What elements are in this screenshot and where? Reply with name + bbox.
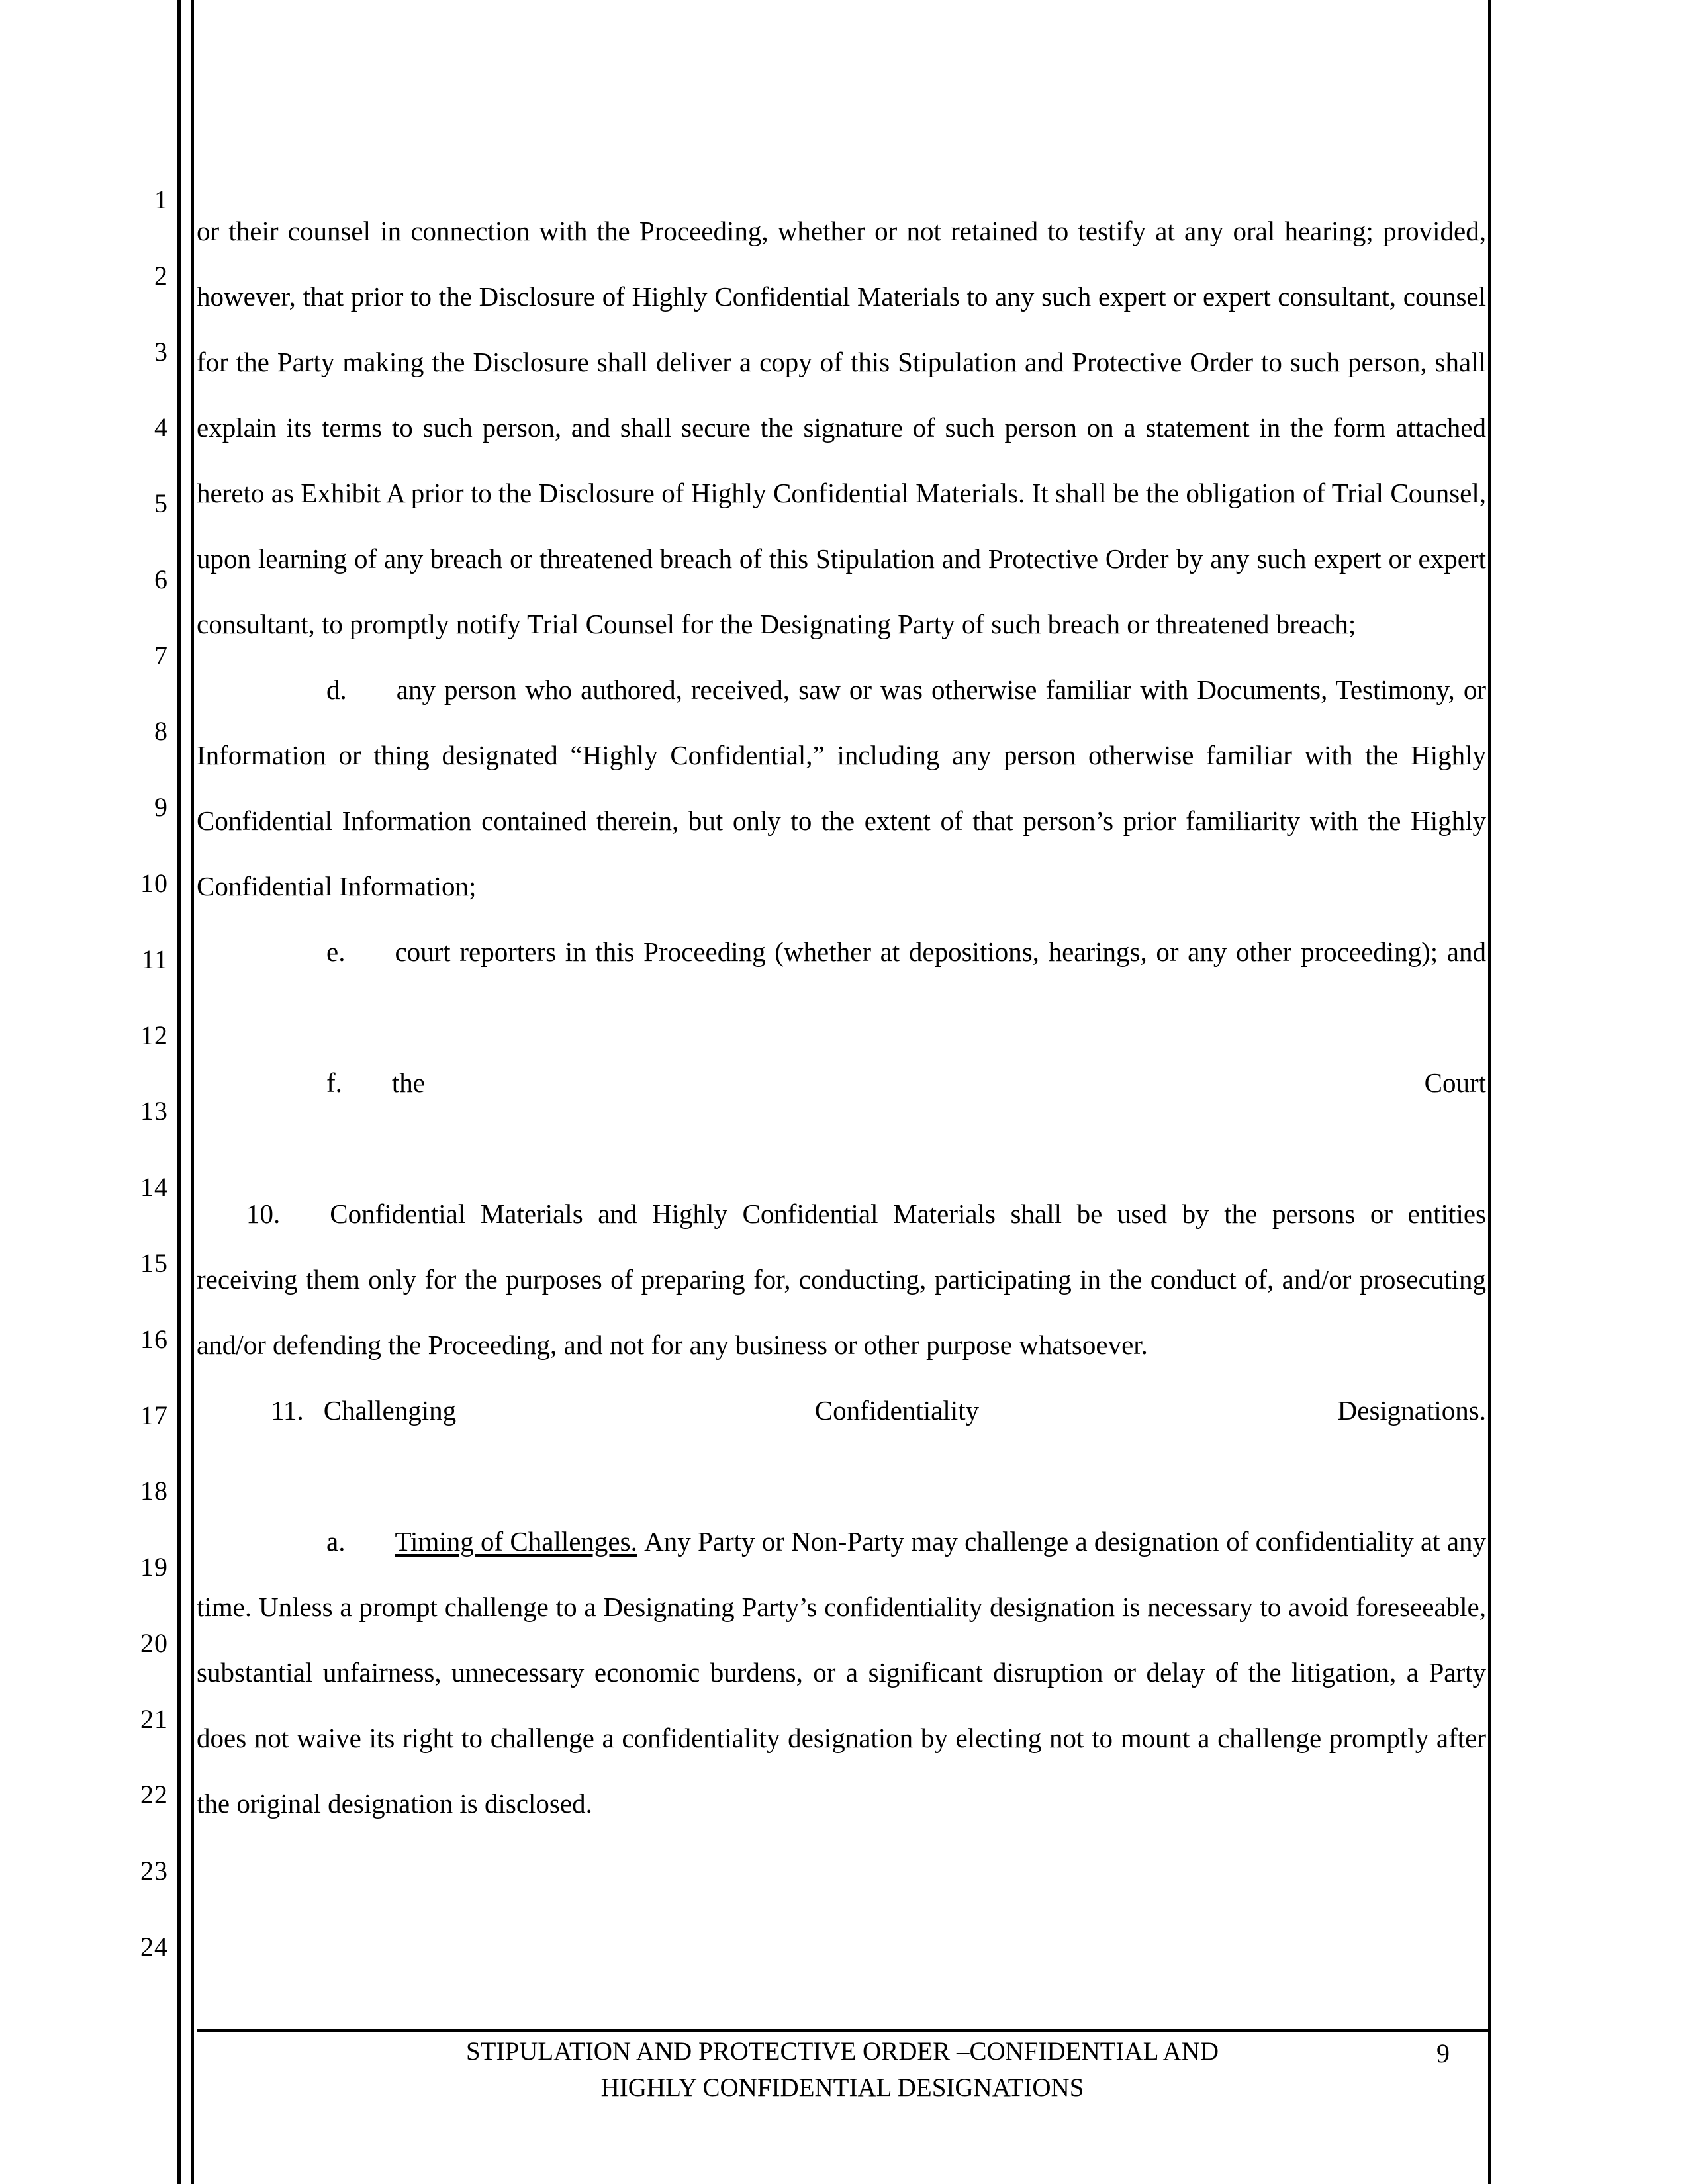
line-number: 14: [140, 1172, 168, 1203]
line-number: 18: [140, 1476, 168, 1506]
item-d-label: d.: [326, 674, 347, 705]
item-11a-heading: Timing of Challenges.: [395, 1526, 637, 1557]
line-number: 19: [140, 1552, 168, 1582]
line-number: 8: [154, 716, 168, 747]
line-number: 12: [140, 1020, 168, 1050]
paragraph-item-10: [197, 1181, 1486, 1378]
paragraph-item-11a: [197, 1509, 1486, 1837]
pleading-rule-left-outer: [177, 0, 181, 2184]
line-number: 10: [140, 868, 168, 899]
page-number: 9: [1436, 2038, 1450, 2068]
line-number: 17: [140, 1400, 168, 1430]
item-e-text: court reporters in this Proceeding (whether at depositions, hearings, or any other proceeding); and: [395, 936, 1486, 967]
line-number: 15: [140, 1248, 168, 1278]
item-d-text: any person who authored, received, saw or was otherwise familiar with Documents, Testimony, or Information or thing designated “Highly Confidential,” including any person otherwise familiar with the Highly Confidential Information contained therein, but only to the extent of that person’s prior familiarity with the Highly Confidential Information;: [197, 674, 1486, 901]
line-number: 16: [140, 1324, 168, 1354]
document-body: [197, 199, 1486, 1837]
line-number: 23: [140, 1856, 168, 1886]
page-footer: [197, 2033, 1488, 2106]
line-number: 5: [154, 488, 168, 519]
line-number: 1: [154, 185, 168, 214]
line-number: 21: [140, 1704, 168, 1734]
pleading-rule-left-inner: [191, 0, 194, 2184]
line-number: 7: [154, 640, 168, 670]
line-number: 6: [154, 564, 168, 594]
line-number: 2: [154, 260, 168, 291]
line-number: 11: [141, 944, 168, 974]
item-11a-text: Any Party or Non-Party may challenge a designation of confidentiality at any time. Unless a prompt challenge to a Designating Party’s confidentiality designation is necessary to avoid foreseeable, substantial unfairness, unnecessary economic burdens, or a significant disruption or delay of the litigation, a Party does not waive its right to challenge a confidentiality designation by electing not to mount a challenge promptly after the original designation is disclosed.: [197, 1526, 1487, 1819]
line-number: 3: [154, 336, 168, 367]
line-number: 22: [140, 1780, 168, 1810]
line-number: 20: [140, 1627, 168, 1658]
item-e-label: e.: [326, 936, 346, 967]
line-number: 24: [140, 1931, 168, 1962]
paragraph-item-f: [197, 1050, 1486, 1181]
footer-line-1: STIPULATION AND PROTECTIVE ORDER –CONFIDENTIAL AND: [465, 2037, 1219, 2066]
pleading-rule-right: [1488, 0, 1491, 2184]
heading-space: [637, 1526, 644, 1557]
item-11-label: 11.: [271, 1395, 304, 1426]
line-number: 13: [140, 1096, 168, 1126]
line-number: 9: [154, 792, 168, 823]
item-11-text: Challenging Confidentiality Designations.: [323, 1395, 1486, 1426]
footer-divider: [197, 2029, 1488, 2032]
line-number-gutter: [99, 187, 172, 1960]
paragraph-item-11: [197, 1378, 1486, 1509]
paragraph-c-text: or their counsel in connection with the Proceeding, whether or not retained to testify at any oral hearing; provided, however, that prior to the Disclosure of Highly Confidential Materials to any such expert or expert consultant, counsel for the Party making the Disclosure shall deliver a copy of this Stipulation and Protective Order to such person, shall explain its terms to such person, and shall secure the signature of such person on a statement in the form attached hereto as Exhibit A prior to the Disclosure of Highly Confidential Materials. It shall be the obligation of Trial Counsel, upon learning of any breach or threatened breach of this Stipulation and Protective Order by any such expert or expert consultant, to promptly notify Trial Counsel for the Designating Party of such breach or threatened breach;: [197, 216, 1486, 639]
item-10-text: Confidential Materials and Highly Confidential Materials shall be used by the persons or entities receiving them only for the purposes of preparing for, conducting, participating in the conduct of, and/or prosecuting and/or defending the Proceeding, and not for any business or other purpose whatsoever.: [197, 1199, 1486, 1360]
item-10-label: 10.: [246, 1199, 281, 1229]
paragraph-c-continued: [197, 199, 1486, 657]
paragraph-item-d: [197, 657, 1486, 919]
line-number: 4: [154, 412, 168, 443]
footer-line-2: HIGHLY CONFIDENTIAL DESIGNATIONS: [600, 2073, 1084, 2102]
item-f-label: f.: [326, 1068, 342, 1098]
item-f-text: the Court: [391, 1068, 1486, 1098]
item-11a-label: a.: [326, 1526, 346, 1557]
paragraph-item-e: [197, 919, 1486, 1050]
